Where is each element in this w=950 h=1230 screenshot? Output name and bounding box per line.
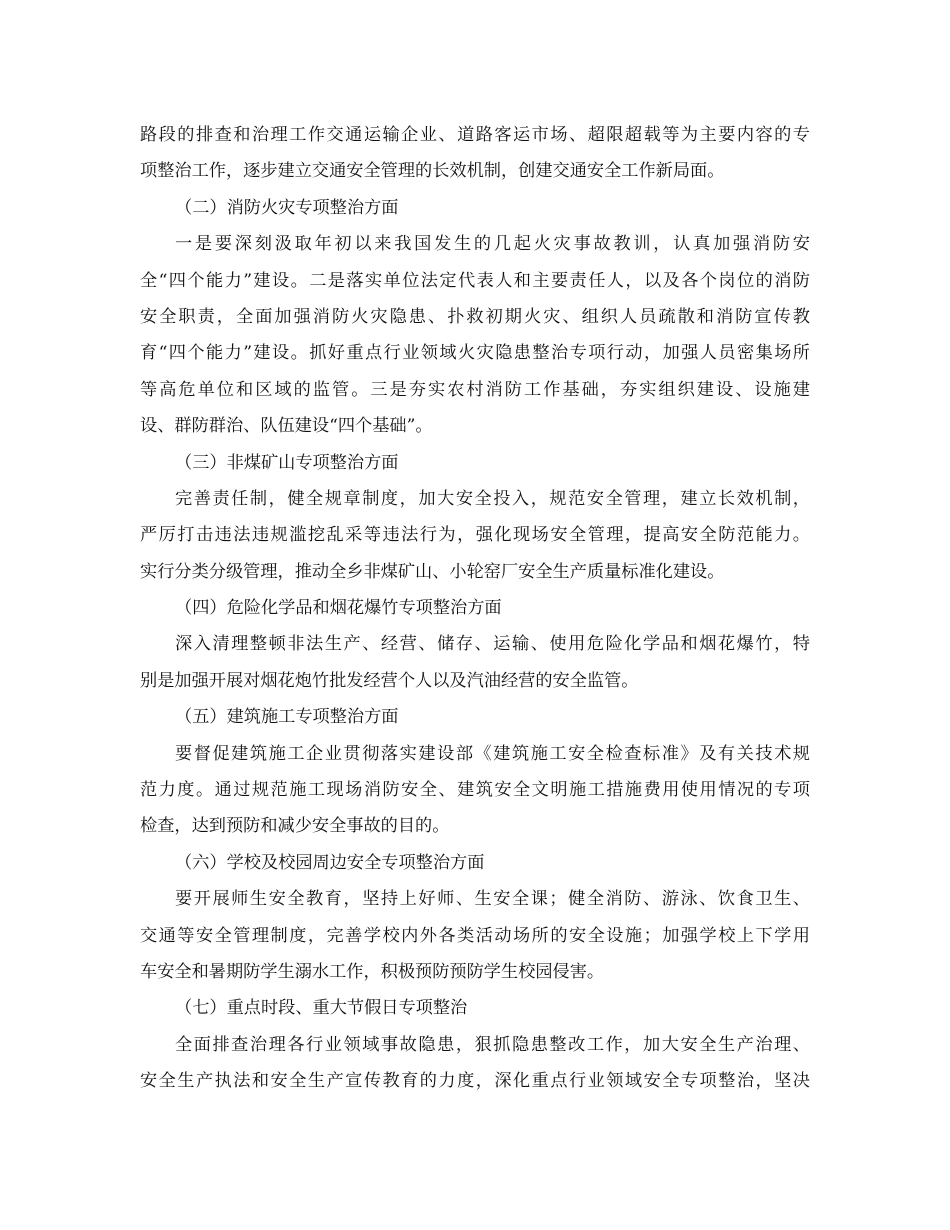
section-heading: （五）建筑施工专项整治方面	[175, 707, 399, 728]
section-heading: （六）学校及校园周边安全专项整治方面	[175, 852, 485, 873]
paragraph-line: 检查，达到预防和减少安全事故的目的。	[140, 816, 450, 837]
paragraph-line: 别是加强开展对烟花炮竹批发经营个人以及汽油经营的安全监管。	[140, 670, 639, 691]
paragraph-line: 交通等安全管理制度，完善学校内外各类活动场所的安全设施；加强学校上下学用	[140, 925, 810, 946]
section-heading: （二）消防火灾专项整治方面	[175, 197, 399, 218]
paragraph-line: 安全职责，全面加强消防火灾隐患、扑救初期火灾、组织人员疏散和消防宣传教	[140, 306, 810, 327]
paragraph-line: 一是要深刻汲取年初以来我国发生的几起火灾事故教训，认真加强消防安	[175, 234, 810, 255]
section-heading: （七）重点时段、重大节假日专项整治	[175, 998, 468, 1019]
paragraph-line: 要开展师生安全教育，坚持上好师、生安全课；健全消防、游泳、饮食卫生、	[175, 889, 810, 910]
paragraph-line: 实行分类分级管理，推动全乡非煤矿山、小轮窑厂安全生产质量标准化建设。	[140, 561, 725, 582]
section-heading: （四）危险化学品和烟花爆竹专项整治方面	[175, 598, 502, 619]
paragraph-line: 等高危单位和区域的监管。三是夯实农村消防工作基础，夯实组织建设、设施建	[140, 379, 810, 400]
paragraph-line: 车安全和暑期防学生溺水工作，积极预防预防学生校园侵害。	[140, 961, 605, 982]
paragraph-line: 设、群防群治、队伍建设“四个基础”。	[140, 416, 433, 437]
paragraph-line: 全“四个能力”建设。二是落实单位法定代表人和主要责任人，以及各个岗位的消防	[140, 270, 810, 291]
paragraph-line: 安全生产执法和安全生产宣传教育的力度，深化重点行业领域安全专项整治，坚决	[140, 1071, 810, 1092]
section-heading: （三）非煤矿山专项整治方面	[175, 452, 399, 473]
paragraph-line: 要督促建筑施工企业贯彻落实建设部《建筑施工安全检查标准》及有关技术规	[175, 743, 810, 764]
paragraph-line: 项整治工作，逐步建立交通安全管理的长效机制，创建交通安全工作新局面。	[140, 161, 725, 182]
paragraph-line: 育“四个能力”建设。抓好重点行业领域火灾隐患整治专项行动，加强人员密集场所	[140, 343, 810, 364]
paragraph-line: 完善责任制，健全规章制度，加大安全投入，规范安全管理，建立长效机制，	[175, 488, 810, 509]
paragraph-line: 全面排查治理各行业领域事故隐患，狠抓隐患整改工作，加大安全生产治理、	[175, 1034, 810, 1055]
paragraph-line: 深入清理整顿非法生产、经营、储存、运输、使用危险化学品和烟花爆竹，特	[175, 634, 810, 655]
paragraph-line: 范力度。通过规范施工现场消防安全、建筑安全文明施工措施费用使用情况的专项	[140, 780, 810, 801]
paragraph-line: 路段的排查和治理工作交通运输企业、道路客运市场、超限超载等为主要内容的专	[140, 125, 810, 145]
paragraph-line: 严厉打击违法违规滥挖乱采等违法行为，强化现场安全管理，提高安全防范能力。	[140, 525, 810, 546]
document-body	[140, 117, 810, 1100]
